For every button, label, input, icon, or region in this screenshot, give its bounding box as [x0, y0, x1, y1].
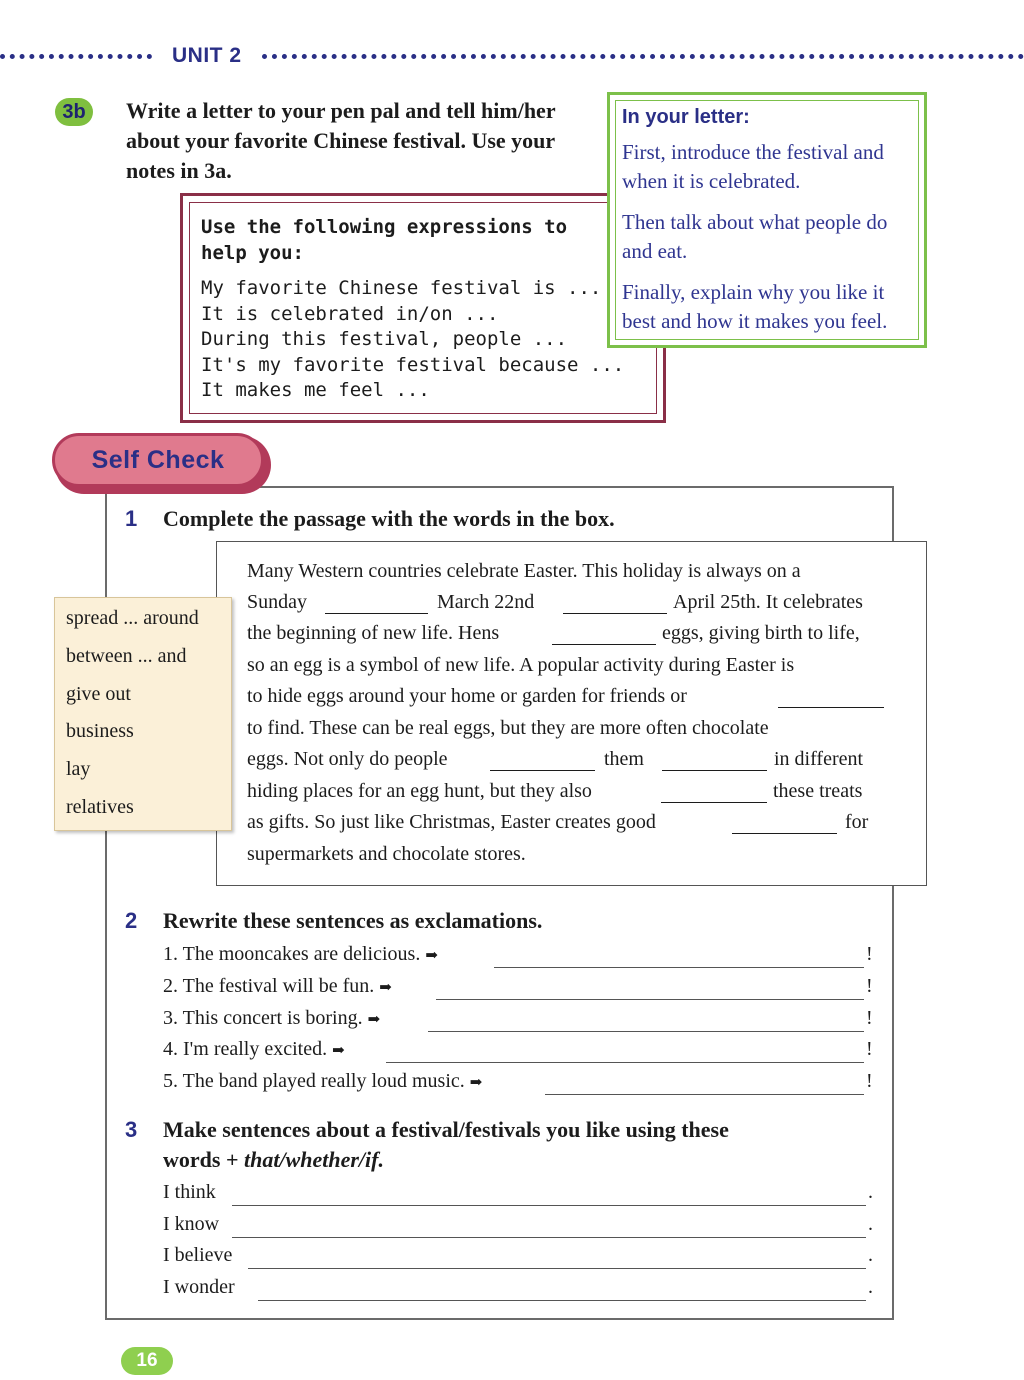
- exclamation-mark: !: [866, 1038, 873, 1060]
- answer-line[interactable]: [248, 1268, 866, 1269]
- passage-text: in different: [774, 748, 864, 770]
- instructions-plain: words +: [163, 1147, 244, 1172]
- exclamation-mark: !: [866, 975, 873, 997]
- answer-line[interactable]: [428, 1031, 864, 1032]
- passage-blank[interactable]: [732, 833, 837, 834]
- sentence-starter: I know: [163, 1213, 220, 1235]
- answer-line[interactable]: [232, 1205, 866, 1206]
- exercise-3-instructions-line1: Make sentences about a festival/festivals you like using these: [163, 1117, 729, 1142]
- exercise-3-instructions: [163, 1115, 863, 1175]
- passage-text: eggs, giving birth to life,: [662, 622, 860, 644]
- passage-line: to find. These can be real eggs, but they are more often chocolate: [247, 717, 769, 739]
- passage-blank[interactable]: [552, 644, 656, 645]
- exclamation-item: [163, 1007, 380, 1030]
- exercise-3b-instructions: Write a letter to your pen pal and tell him/her about your favorite Chinese festival. Use your notes in 3a.: [126, 98, 556, 183]
- arrow-icon: ➡: [425, 948, 438, 964]
- exercise-2-instructions: Rewrite these sentences as exclamations.: [163, 908, 543, 933]
- page-number: 16: [121, 1347, 173, 1375]
- passage-line: Many Western countries celebrate Easter. This holiday is always on a: [247, 560, 801, 582]
- unit-title: UNIT 2: [172, 44, 242, 67]
- item-text: 3. This concert is boring.: [163, 1007, 363, 1029]
- answer-line[interactable]: [232, 1237, 866, 1238]
- expressions-list: [201, 214, 625, 404]
- exclamation-item: [163, 1038, 345, 1061]
- word-box-item: lay: [66, 758, 91, 780]
- exercise-1-instructions: Complete the passage with the words in the box.: [163, 506, 615, 531]
- expression-line: It's my favorite festival because ...: [201, 353, 625, 376]
- header-dotted-rule-right: [262, 54, 1024, 59]
- expression-line: It makes me feel ...: [201, 379, 430, 401]
- exercise-1-number: 1: [125, 506, 138, 531]
- word-box-item: give out: [66, 683, 131, 705]
- passage-blank[interactable]: [325, 613, 428, 614]
- exclamation-item: [163, 1070, 482, 1093]
- exclamation-item: [163, 943, 438, 966]
- sentence-starter: I believe: [163, 1244, 233, 1266]
- arrow-icon: ➡: [379, 980, 392, 996]
- passage-text: the beginning of new life. Hens: [247, 622, 500, 644]
- letter-point-first: First, introduce the festival and when it is celebrated.: [622, 140, 884, 193]
- item-text: 2. The festival will be fun.: [163, 975, 375, 997]
- exercise-3-number: 3: [125, 1117, 138, 1142]
- passage-blank[interactable]: [778, 707, 884, 708]
- answer-line[interactable]: [545, 1094, 864, 1095]
- passage-text: hiding places for an egg hunt, but they also: [247, 780, 592, 802]
- word-box-item: spread ... around: [66, 607, 199, 629]
- passage-blank[interactable]: [490, 770, 595, 771]
- word-box-item: between ... and: [66, 645, 187, 667]
- expression-line: My favorite Chinese festival is ...: [201, 277, 602, 299]
- answer-line[interactable]: [258, 1300, 866, 1301]
- passage-text: for: [845, 811, 869, 833]
- arrow-icon: ➡: [469, 1075, 483, 1091]
- answer-line[interactable]: [494, 967, 864, 968]
- word-box-item: relatives: [66, 796, 134, 818]
- header-dotted-rule-left: [0, 54, 152, 59]
- item-text: 4. I'm really excited.: [163, 1038, 328, 1060]
- letter-guidance-heading: In your letter:: [622, 106, 750, 128]
- exercise-3b-badge: 3b: [55, 98, 93, 126]
- exercise-3-instructions-line2: [163, 1145, 863, 1175]
- period-mark: .: [868, 1276, 873, 1298]
- exclamation-mark: !: [866, 943, 873, 965]
- passage-text: April 25th. It celebrates: [673, 591, 863, 613]
- passage-text: as gifts. So just like Christmas, Easter creates good: [247, 811, 656, 833]
- answer-line[interactable]: [436, 999, 864, 1000]
- sentence-starter: I wonder: [163, 1276, 235, 1298]
- arrow-icon: ➡: [332, 1043, 345, 1059]
- passage-blank[interactable]: [661, 802, 767, 803]
- expressions-intro: Use the following expressions to help you:: [201, 216, 568, 264]
- exclamation-item: [163, 975, 392, 998]
- expression-line: It is celebrated in/on ...: [201, 302, 499, 325]
- exclamation-mark: !: [866, 1007, 873, 1029]
- item-text: 1. The mooncakes are delicious.: [163, 943, 421, 965]
- passage-text: to hide eggs around your home or garden for friends or: [247, 685, 687, 707]
- instructions-italic: that/whether/if.: [244, 1147, 384, 1172]
- passage-text: eggs. Not only do people: [247, 748, 448, 770]
- passage-text: these treats: [773, 780, 863, 802]
- passage-text: Sunday: [247, 591, 307, 613]
- passage-line: so an egg is a symbol of new life. A popular activity during Easter is: [247, 654, 795, 676]
- item-text: 5. The band played really loud music.: [163, 1070, 465, 1092]
- answer-line[interactable]: [386, 1062, 864, 1063]
- period-mark: .: [868, 1244, 873, 1266]
- passage-blank[interactable]: [662, 770, 767, 771]
- period-mark: .: [868, 1213, 873, 1235]
- letter-point-finally: Finally, explain why you like it best and how it makes you feel.: [622, 280, 888, 333]
- word-box-item: business: [66, 720, 134, 742]
- exclamation-mark: !: [866, 1070, 873, 1092]
- self-check-title: Self Check: [91, 446, 225, 474]
- passage-text: them: [604, 748, 644, 770]
- expression-line: During this festival, people ...: [201, 328, 568, 350]
- exercise-2-number: 2: [125, 908, 138, 933]
- passage-blank[interactable]: [563, 613, 667, 614]
- period-mark: .: [868, 1181, 873, 1203]
- arrow-icon: ➡: [367, 1012, 381, 1028]
- passage-line: supermarkets and chocolate stores.: [247, 843, 526, 865]
- sentence-starter: I think: [163, 1181, 216, 1203]
- passage-text: March 22nd: [437, 591, 535, 613]
- letter-point-then: Then talk about what people do and eat.: [622, 210, 888, 263]
